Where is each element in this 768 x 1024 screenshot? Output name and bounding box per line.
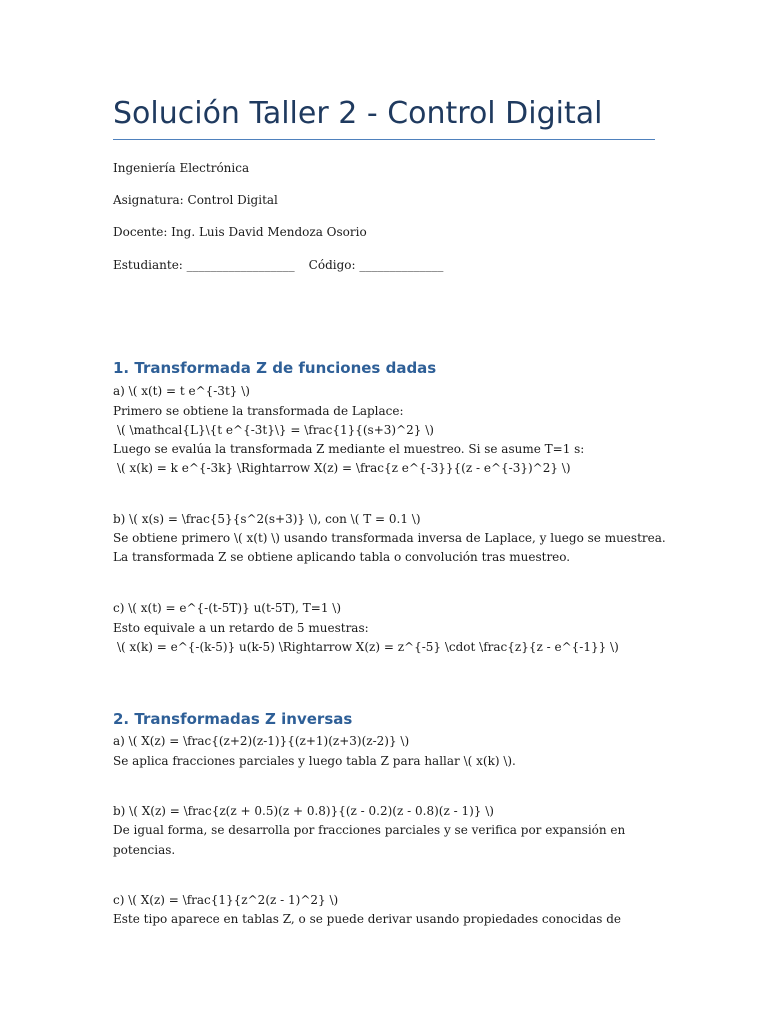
s2a-label: a) \( X(z) = \frac{(z+2)(z-1)}{(z+1)(z+3)(z-2)} \) [113, 734, 410, 748]
title-underline [113, 139, 655, 140]
s1b-text-2: La transformada Z se obtiene aplicando tabla o convolución tras muestreo. [113, 550, 571, 564]
s1b-label: b) \( x(s) = \frac{5}{s^2(s+3)} \), con \( T = 0.1 \) [113, 512, 421, 526]
student-field: Estudiante: __________________ [113, 258, 295, 272]
subject-line: Asignatura: Control Digital [113, 193, 278, 207]
s1a-formula-1: \( \mathcal{L}\{t e^{-3t}\} = \frac{1}{(s+3)^2} \) [117, 423, 434, 437]
section-1-heading: 1. Transformada Z de funciones dadas [113, 359, 437, 377]
s1a-label: a) \( x(t) = t e^{-3t} \) [113, 384, 250, 398]
s1a-formula-2: \( x(k) = k e^{-3k} \Rightarrow X(z) = \frac{z e^{-3}}{(z - e^{-3})^2} \) [117, 461, 571, 475]
s1a-text-1: Primero se obtiene la transformada de Laplace: [113, 404, 404, 418]
teacher-line: Docente: Ing. Luis David Mendoza Osorio [113, 225, 367, 239]
student-code-line [113, 257, 443, 273]
s2b-text-1: De igual forma, se desarrolla por fracciones parciales y se verifica por expansión en potencias. [113, 823, 626, 857]
s1a-text-2: Luego se evalúa la transformada Z mediante el muestreo. Si se asume T=1 s: [113, 442, 585, 456]
program-line: Ingeniería Electrónica [113, 161, 250, 175]
s2a-text-1: Se aplica fracciones parciales y luego tabla Z para hallar \( x(k) \). [113, 754, 516, 768]
s1c-label: c) \( x(t) = e^{-(t-5T)} u(t-5T), T=1 \) [113, 601, 342, 615]
code-field: Código: ______________ [308, 258, 444, 272]
s2b-label: b) \( X(z) = \frac{z(z + 0.5)(z + 0.8)}{(z - 0.2)(z - 0.8)(z - 1)} \) [113, 804, 494, 818]
s1b-text-1: Se obtiene primero \( x(t) \) usando transformada inversa de Laplace, y luego se muestrea. [113, 531, 666, 545]
s2c-text-1: Este tipo aparece en tablas Z, o se puede derivar usando propiedades conocidas de [113, 912, 621, 926]
s2c-label: c) \( X(z) = \frac{1}{z^2(z - 1)^2} \) [113, 893, 339, 907]
section-2-heading: 2. Transformadas Z inversas [113, 710, 353, 728]
s1c-text-1: Esto equivale a un retardo de 5 muestras: [113, 621, 369, 635]
document-title: Solución Taller 2 - Control Digital [113, 96, 603, 131]
s1c-formula-1: \( x(k) = e^{-(k-5)} u(k-5) \Rightarrow X(z) = z^{-5} \cdot \frac{z}{z - e^{-1}} \) [117, 640, 619, 654]
